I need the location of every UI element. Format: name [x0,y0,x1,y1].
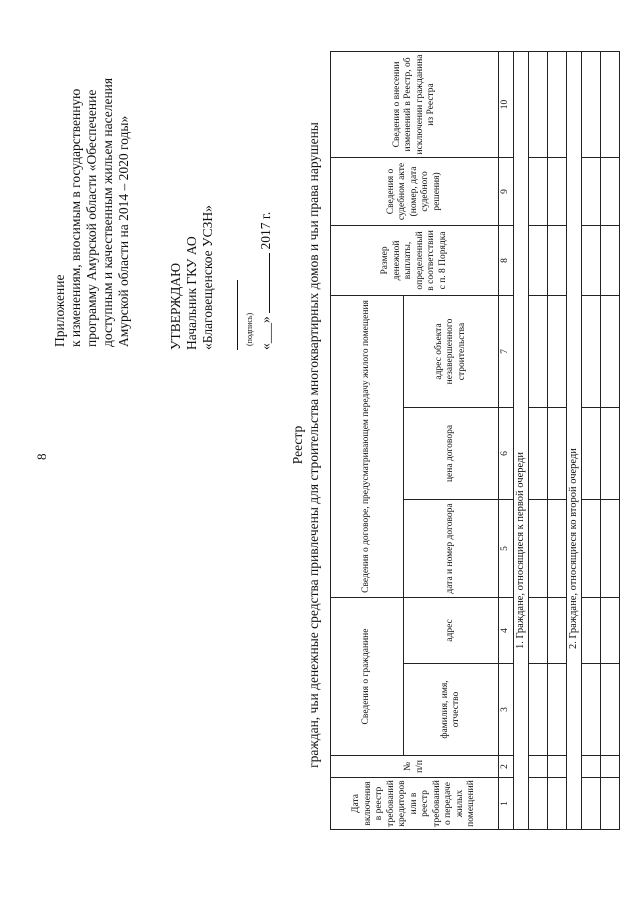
signature-line [237,280,238,350]
date-suffix: 2017 г. [258,211,273,250]
column-number: 10 [499,51,514,157]
registry-subtitle: граждан, чьи денежные средства привлечены для строительства многоквартирных домов и чьи права нарушены [306,122,321,768]
column-number: 4 [499,597,514,663]
table-row [548,51,567,829]
header-object-address: адрес объекта незавершенного строительства [404,295,499,407]
registry-table [330,51,620,830]
header-address: адрес [404,597,499,663]
header-court-act: Сведения о судебном акте (номер, дата судебного решения) [331,157,499,225]
date-line [269,253,270,313]
column-number: 9 [499,157,514,225]
header-number: № п/п [331,756,499,778]
appendix-title: Приложение [52,274,67,347]
header-contract-group: Сведения о договоре, предусматривающем передачу жилого помещения [331,295,404,597]
table-row [582,51,601,829]
table-row [529,51,548,829]
header-contract-price: цена договора [404,407,499,499]
appendix-line: программу Амурской области «Обеспечение [84,89,99,347]
header-full-name: фамилия, имя, отчество [404,664,499,756]
column-number: 2 [499,756,514,778]
approval-block [168,90,274,350]
approval-organization: «Благовещенское УСЗН» [200,205,215,350]
signature-row [226,90,242,350]
date-row [258,90,274,350]
column-number: 6 [499,407,514,499]
appendix-block [52,7,132,347]
header-citizen-group: Сведения о гражданине [331,597,404,755]
page-number: 8 [34,453,49,460]
header-registry-changes: Сведения о внесении изменений в Реестр, об исключении гражданина из Реестра [331,51,499,157]
signature-caption: (подпись) [245,312,254,346]
table-row [601,51,620,829]
appendix-line: к изменениям, вносимым в государственную [68,88,83,347]
appendix-line: доступным и качественным жильем населения [100,77,115,347]
column-number: 3 [499,664,514,756]
header-date-included: Дата включения в реестр требований кредиторов или в реестр требований о передаче жилых помещений [331,778,499,830]
approval-position: Начальник ГКУ АО [184,236,199,350]
appendix-line: Амурской области на 2014 – 2020 годы» [116,115,131,347]
section-second-queue: 2. Граждане, относящиеся ко второй очереди [567,51,582,829]
column-number: 8 [499,225,514,295]
column-number: 7 [499,295,514,407]
registry-title: Реестр [290,425,305,465]
registry-heading [290,55,322,835]
section-first-queue: 1. Граждане, относящиеся к первой очереди [514,51,529,829]
column-number: 1 [499,778,514,830]
date-prefix: «___» [258,316,273,350]
approval-stamp: УТВЕРЖДАЮ [168,262,183,350]
column-number: 5 [499,499,514,597]
header-payment-size: Размер денежной выплаты, определенный в соответствии с п. 8 Порядка [331,225,499,295]
header-contract-date-number: дата и номер договора [404,499,499,597]
